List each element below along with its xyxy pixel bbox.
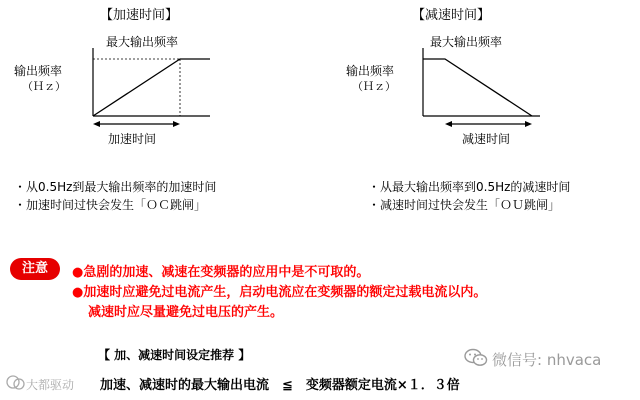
- warning-line-3: 减速时应尽量避免过电压的产生。: [88, 305, 284, 320]
- decel-max-frequency-label: 最大输出频率: [430, 35, 503, 49]
- decel-y-axis-label: 输出频率: [346, 64, 395, 78]
- accel-ramp-line: [93, 59, 210, 116]
- accel-arrow-right-head: [173, 121, 180, 127]
- accel-y-axis-label: 输出频率: [14, 64, 63, 78]
- wechat-icon: [464, 348, 488, 368]
- decel-arrow-right-head: [525, 121, 532, 127]
- accel-title: 【加速时间】: [100, 8, 179, 23]
- decel-graph: [410, 48, 550, 128]
- recommend-title: 【 加、减速时间设定推荐 】: [98, 348, 251, 362]
- decel-ramp-line: [423, 59, 532, 116]
- accel-bullet-1: ・从0.5Hz到最大输出频率的加速时间: [14, 180, 217, 194]
- accel-max-frequency-label: 最大输出频率: [106, 35, 179, 49]
- decel-y-axis-unit: （Ｈｚ）: [352, 80, 396, 93]
- corner-logo-icon: [6, 374, 26, 392]
- accel-time-label: 加速时间: [108, 132, 157, 146]
- decel-time-label: 减速时间: [462, 132, 511, 146]
- decel-bullet-2: ・减速时间过快会发生「ＯＵ跳闸」: [368, 198, 561, 212]
- wechat-watermark: 微信号: nhvaca: [492, 351, 602, 369]
- accel-bullet-2: ・加速时间过快会发生「ＯＣ跳闸」: [14, 198, 207, 212]
- warning-line-2: ●加速时应避免过电流产生，启动电流应在变频器的额定过载电流以内。: [72, 285, 487, 300]
- recommend-formula: 加速、减速时的最大输出电流 ≦ 变频器额定电流×１．３倍: [100, 378, 460, 393]
- corner-watermark: 大都驱动: [26, 378, 75, 392]
- accel-graph: [80, 48, 220, 128]
- accel-y-axis-unit: （Ｈｚ）: [22, 80, 66, 93]
- decel-arrow-left-head: [445, 121, 452, 127]
- warning-line-1: ●急剧的加速、减速在变频器的应用中是不可取的。: [72, 265, 370, 280]
- warning-badge: 注意: [10, 258, 60, 280]
- accel-arrow-left-head: [93, 121, 100, 127]
- decel-bullet-1: ・从最大输出频率到0.5Hz的减速时间: [368, 180, 571, 194]
- decel-title: 【减速时间】: [412, 8, 491, 23]
